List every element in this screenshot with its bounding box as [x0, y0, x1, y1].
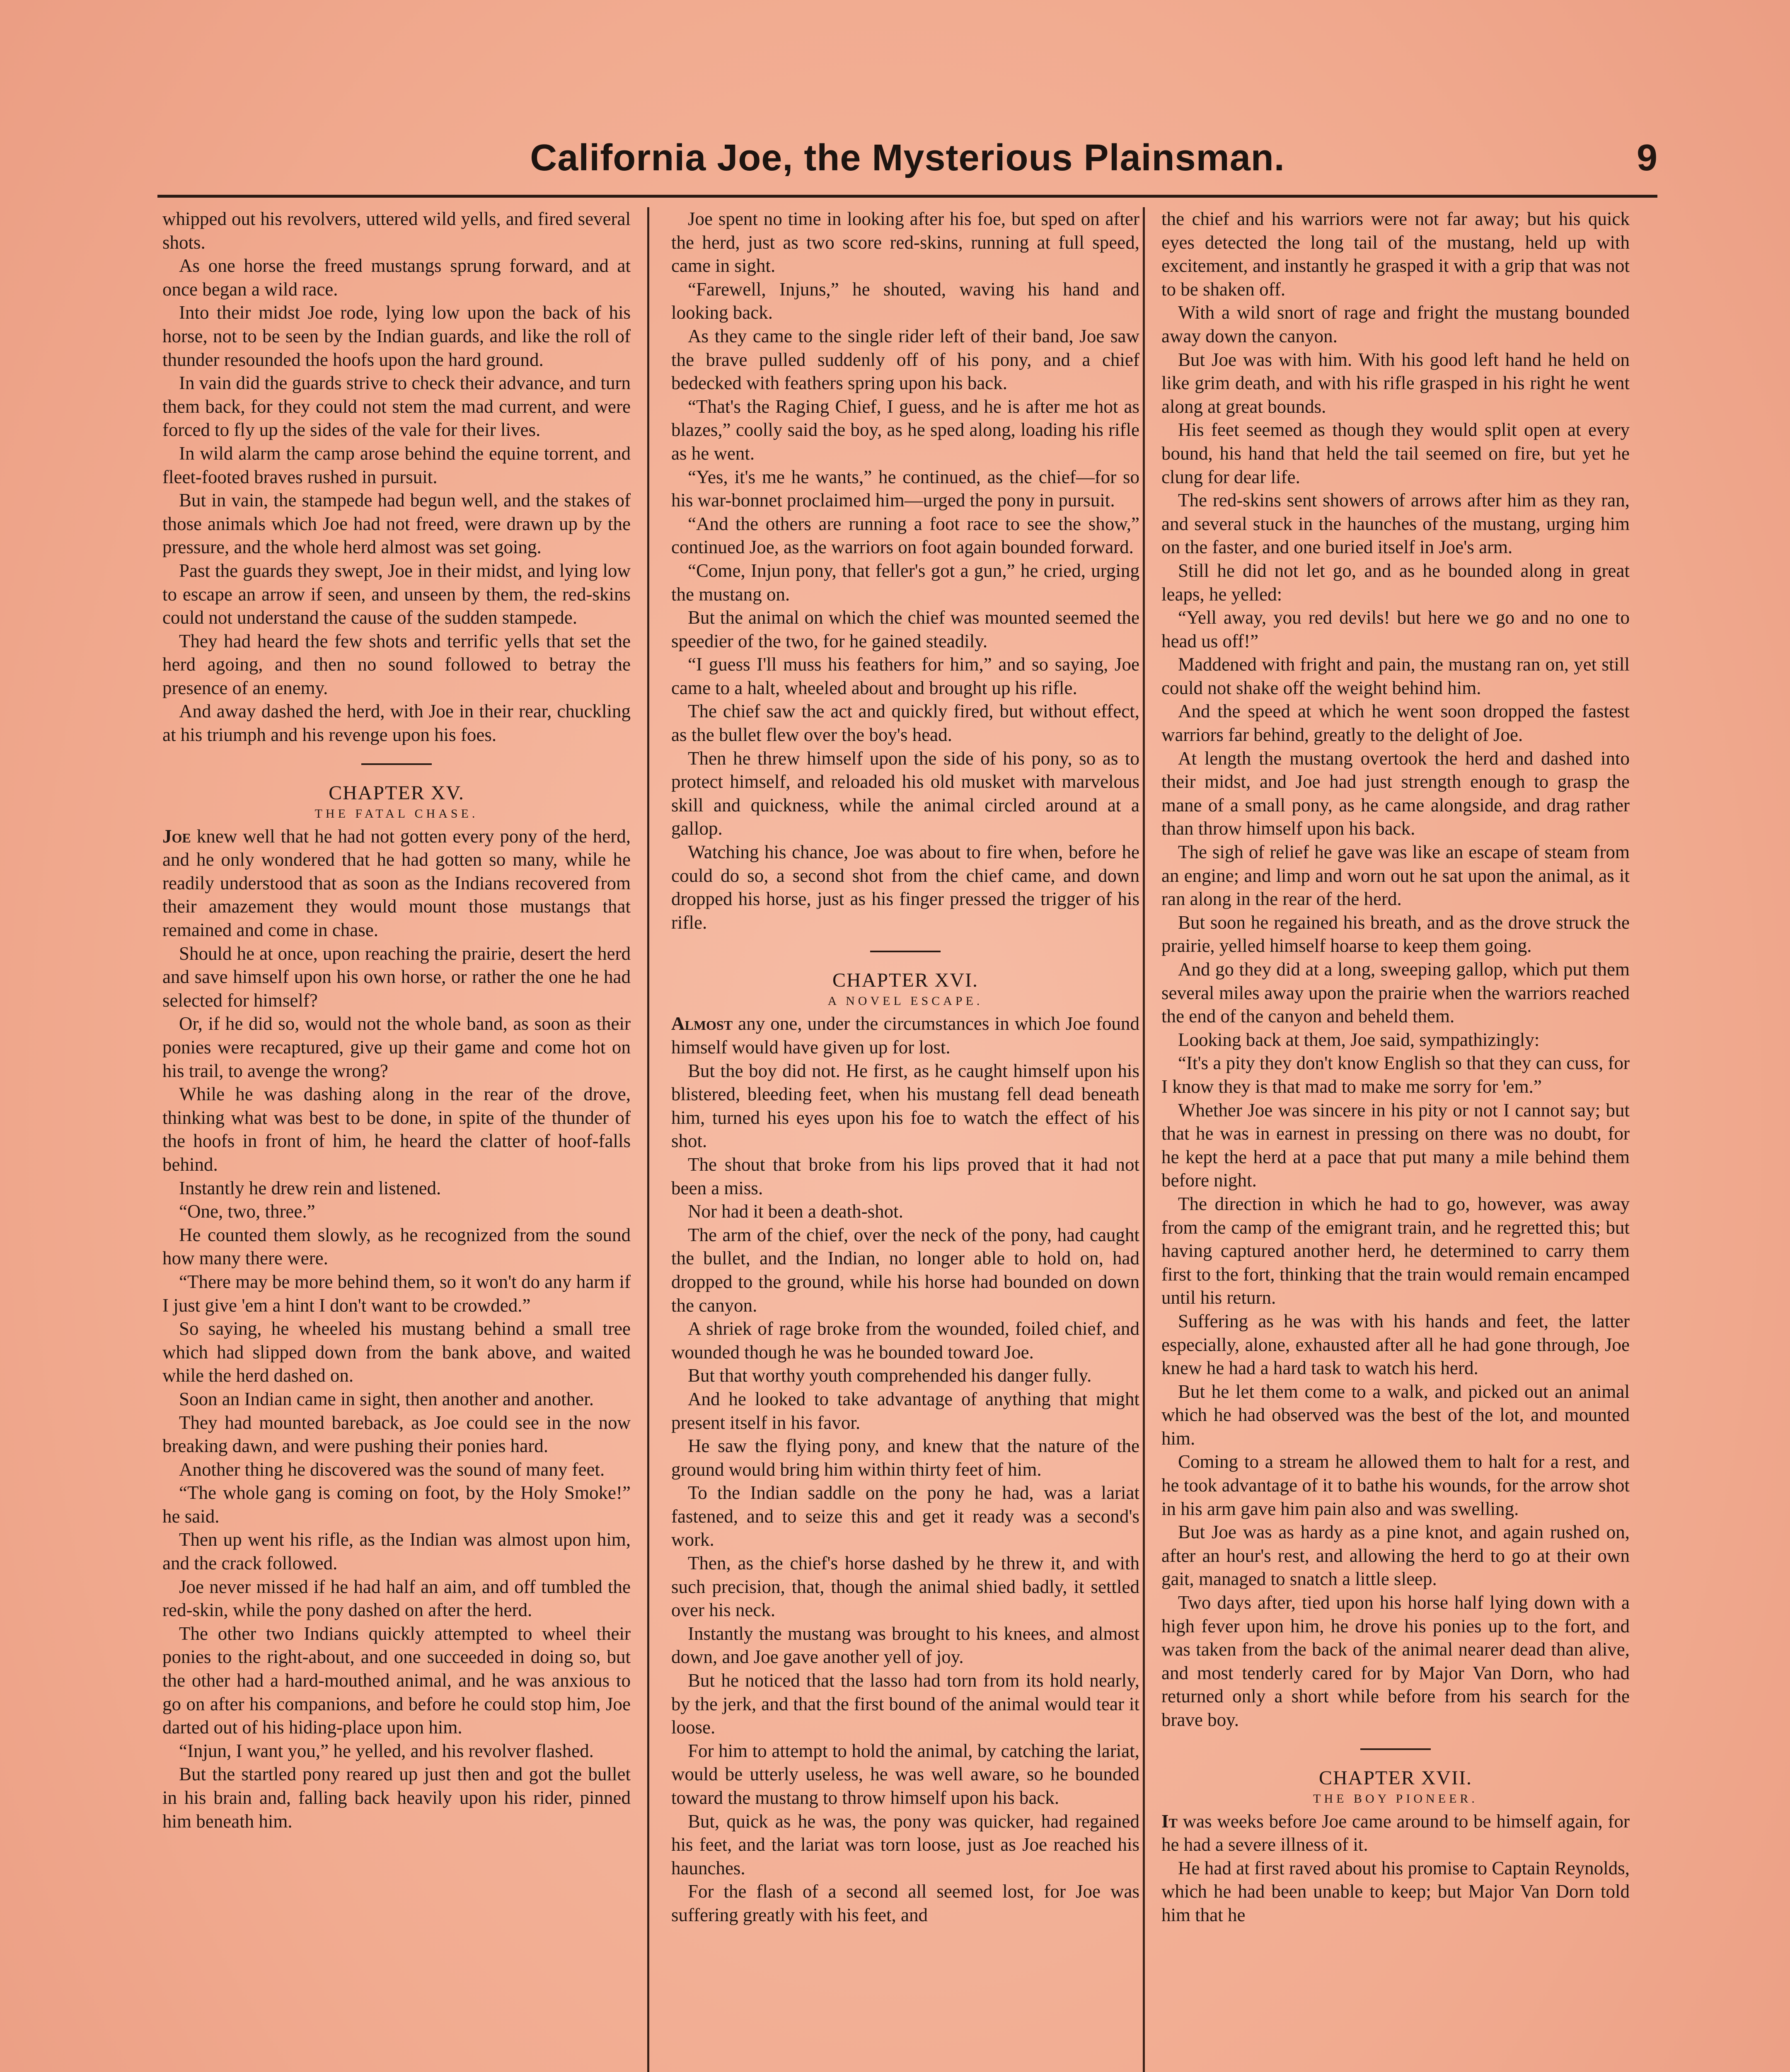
body-paragraph: Or, if he did so, would not the whole band, as soon as their ponies were recaptured, give up their game and come hot on his trail, to avenge the wrong? — [162, 1013, 631, 1081]
chapter-opening-paragraph — [162, 825, 631, 942]
body-paragraph: As one horse the freed mustangs sprung forward, and at once began a wild race. — [162, 255, 631, 300]
body-paragraph: But the animal on which the chief was mounted seemed the speedier of the two, for he gained steadily. — [671, 607, 1139, 651]
chapter-separator — [1360, 1748, 1431, 1750]
body-paragraph: Joe never missed if he had half an aim, and off tumbled the red-skin, while the pony dashed on after the herd. — [162, 1576, 631, 1621]
body-paragraph: And away dashed the herd, with Joe in their rear, chuckling at his triumph and his revenge upon his foes. — [162, 701, 631, 746]
column-divider — [1143, 207, 1145, 2072]
body-paragraph: “I guess I'll muss his feathers for him,” and so saying, Joe came to a halt, wheeled about and brought up his rifle. — [671, 654, 1139, 698]
body-paragraph: “Come, Injun pony, that feller's got a gun,” he cried, urging the mustang on. — [671, 560, 1139, 605]
chapter-opening-text: knew well that he had not gotten every pony of the herd, and he only wondered that he had gotten so many, while he readily understood that as soon as the Indians recovered from their amazement they would mount those mustangs that remained and come in chase. — [162, 825, 631, 941]
column-3-chapter-body — [1161, 1857, 1630, 1927]
chapter-separator — [870, 951, 941, 952]
body-paragraph: “One, two, three.” — [179, 1201, 315, 1222]
body-paragraph: “The whole gang is coming on foot, by the Holy Smoke!” he said. — [162, 1482, 631, 1527]
body-paragraph: But Joe was with him. With his good left hand he held on like grim death, and with his rifle grasped in his right he went along at great bounds. — [1161, 349, 1630, 417]
text-column-2 — [671, 207, 1139, 2072]
column-2-chapter-body — [671, 1059, 1139, 1927]
body-paragraph: “Injun, I want you,” he yelled, and his revolver flashed. — [179, 1740, 594, 1761]
body-paragraph: For him to attempt to hold the animal, by catching the lariat, would be utterly useless, he was well aware, so he bounded toward the mustang to throw himself upon his back. — [671, 1740, 1139, 1808]
body-paragraph: “And the others are running a foot race to see the show,” continued Joe, as the warriors on foot again bounded forward. — [671, 513, 1139, 558]
text-column-3 — [1161, 207, 1630, 2072]
body-paragraph: Then, as the chief's horse dashed by he threw it, and with such precision, that, though the animal shied badly, it settled over his neck. — [671, 1553, 1139, 1621]
body-paragraph: He saw the flying pony, and knew that the nature of the ground would bring him within thirty feet of him. — [671, 1435, 1139, 1480]
column-3-body — [1161, 207, 1630, 1732]
body-paragraph: And he looked to take advantage of anything that might present itself in his favor. — [671, 1388, 1139, 1433]
chapter-subtitle: A NOVEL ESCAPE. — [827, 994, 983, 1008]
body-paragraph: Whether Joe was sincere in his pity or not I cannot say; but that he was in earnest in pressing on there was no doubt, for he kept the herd at a pace that put many a mile behind them before night. — [1161, 1099, 1630, 1191]
body-paragraph: His feet seemed as though they would split open at every bound, his hand that held the tail seemed on fire, but yet he clung for dear life. — [1161, 419, 1630, 487]
body-paragraph: But that worthy youth comprehended his danger fully. — [688, 1365, 1092, 1386]
body-paragraph: Joe spent no time in looking after his foe, but sped on after the herd, just as two score red-skins, running at full speed, came in sight. — [671, 208, 1139, 276]
running-title: California Joe, the Mysterious Plainsman. — [530, 137, 1285, 179]
body-paragraph: They had mounted bareback, as Joe could see in the now breaking dawn, and were pushing their ponies hard. — [162, 1412, 631, 1457]
chapter-lead-word: Almost — [671, 1013, 733, 1034]
body-paragraph: Suffering as he was with his hands and feet, the latter especially, alone, exhausted after all he had gone through, Joe knew he had a hard task to watch his herd. — [1161, 1310, 1630, 1379]
body-paragraph: But he noticed that the lasso had torn from its hold nearly, by the jerk, and that the first bound of the animal would tear it loose. — [671, 1670, 1139, 1738]
body-paragraph: In wild alarm the camp arose behind the equine torrent, and fleet-footed braves rushed in pursuit. — [162, 443, 631, 487]
body-paragraph: Looking back at them, Joe said, sympathizingly: — [1178, 1029, 1540, 1050]
column-2-body — [671, 207, 1139, 934]
chapter-heading: CHAPTER XVI. — [832, 969, 978, 992]
column-1-body — [162, 207, 631, 747]
body-paragraph: But he let them come to a walk, and picked out an animal which he had observed was the best of the lot, and mounted him. — [1161, 1381, 1630, 1449]
body-paragraph: For the flash of a second all seemed lost, for Joe was suffering greatly with his feet, and — [671, 1881, 1139, 1925]
body-paragraph: Nor had it been a death-shot. — [688, 1201, 903, 1222]
body-paragraph: He had at first raved about his promise to Captain Reynolds, which he had been unable to keep; but Major Van Dorn told him that he — [1161, 1857, 1630, 1925]
body-paragraph: But the startled pony reared up just then and got the bullet in his brain and, falling back heavily upon his rider, pinned him beneath him. — [162, 1764, 631, 1832]
body-paragraph: The other two Indians quickly attempted to wheel their ponies to the right-about, and one succeeded in doing so, but the other had a hard-mouthed animal, and he was anxious to go on after his companions, and before he could stop him, Joe darted out of his hiding-place upon him. — [162, 1623, 631, 1738]
body-paragraph: But the boy did not. He first, as he caught himself upon his blistered, bleeding feet, when his mustang fell dead beneath him, turned his eyes upon his foe to watch the effect of his shot. — [671, 1060, 1139, 1152]
column-divider — [647, 207, 649, 2072]
chapter-subtitle: THE FATAL CHASE. — [314, 806, 479, 821]
body-paragraph: Still he did not let go, and as he bounded along in great leaps, he yelled: — [1161, 560, 1630, 605]
body-paragraph: But, quick as he was, the pony was quicker, had regained his feet, and the lariat was torn loose, just as Joe reached his haunches. — [671, 1811, 1139, 1878]
body-paragraph: They had heard the few shots and terrific yells that set the herd agoing, and then no sound followed to betray the presence of an enemy. — [162, 630, 631, 698]
body-paragraph: “Yell away, you red devils! but here we go and no one to head us off!” — [1161, 607, 1630, 651]
body-paragraph: Instantly he drew rein and listened. — [179, 1177, 441, 1198]
body-paragraph: In vain did the guards strive to check their advance, and turn them back, for they could not stem the mad current, and were forced to fly up the sides of the vale for their lives. — [162, 373, 631, 441]
chapter-separator — [361, 763, 432, 765]
body-paragraph: “Yes, it's me he wants,” he continued, as the chief—for so his war-bonnet proclaimed him—urged the pony in pursuit. — [671, 466, 1139, 511]
body-paragraph: And the speed at which he went soon dropped the fastest warriors far behind, greatly to the delight of Joe. — [1161, 701, 1630, 746]
body-paragraph: But in vain, the stampede had begun well, and the stakes of those animals which Joe had not freed, were drawn up by the pressure, and the whole herd almost was set going. — [162, 490, 631, 558]
body-paragraph: whipped out his revolvers, uttered wild yells, and fired several shots. — [162, 208, 631, 253]
body-paragraph: But Joe was as hardy as a pine knot, and again rushed on, after an hour's rest, and allowing the herd to go at their own gait, managed to snatch a little sleep. — [1161, 1522, 1630, 1590]
text-column-1 — [162, 207, 631, 2072]
header-rule — [157, 195, 1657, 198]
body-paragraph: With a wild snort of rage and fright the mustang bounded away down the canyon. — [1161, 302, 1630, 346]
body-paragraph: Soon an Indian came in sight, then another and another. — [179, 1388, 594, 1409]
chapter-opening-paragraph — [1161, 1810, 1630, 1857]
body-paragraph: Watching his chance, Joe was about to fire when, before he could do so, a second shot from the chief came, and down dropped his horse, just as his finger pressed the trigger of his rifle. — [671, 842, 1139, 933]
body-paragraph: Coming to a stream he allowed them to halt for a rest, and he took advantage of it to bathe his wounds, for the arrow shot in his arm gave him pain also and was swelling. — [1161, 1451, 1630, 1519]
body-paragraph: To the Indian saddle on the pony he had, was a lariat fastened, and to seize this and get it ready was a second's work. — [671, 1482, 1139, 1550]
body-paragraph: A shriek of rage broke from the wounded, foiled chief, and wounded though he was he bounded toward Joe. — [671, 1318, 1139, 1363]
body-paragraph: While he was dashing along in the rear of the drove, thinking what was best to be done, in spite of the thunder of the hoofs in front of him, he heard the clatter of hoof-falls behind. — [162, 1084, 631, 1175]
body-paragraph: “It's a pity they don't know English so that they can cuss, for I know they is that mad to make me sorry for 'em.” — [1161, 1053, 1630, 1097]
body-paragraph: Into their midst Joe rode, lying low upon the back of his horse, not to be seen by the Indian guards, and like the roll of thunder resounded the hoofs upon the hard ground. — [162, 302, 631, 370]
chapter-heading: CHAPTER XV. — [329, 782, 464, 804]
chapter-subtitle: THE BOY PIONEER. — [1313, 1791, 1478, 1806]
body-paragraph: Two days after, tied upon his horse half lying down with a high fever upon him, he drove his ponies up to the fort, and was taken from the back of the animal nearer dead than alive, and most tenderly cared for by Major Van Dorn, who had returned only a short while before from his search for the brave boy. — [1161, 1592, 1630, 1730]
body-paragraph: “Farewell, Injuns,” he shouted, waving his hand and looking back. — [671, 278, 1139, 323]
body-paragraph: Past the guards they swept, Joe in their midst, and lying low to escape an arrow if seen, and unseen by them, the red-skins could not understand the cause of the sudden stampede. — [162, 560, 631, 628]
body-paragraph: Should he at once, upon reaching the prairie, desert the herd and save himself upon his own horse, or rather the one he had selected for himself? — [162, 943, 631, 1011]
body-paragraph: So saying, he wheeled his mustang behind a small tree which had slipped down from the bank above, and waited while the herd dashed on. — [162, 1318, 631, 1386]
body-paragraph: Then up went his rifle, as the Indian was almost upon him, and the crack followed. — [162, 1529, 631, 1574]
page-number: 9 — [1636, 137, 1657, 179]
chapter-opening-text: was weeks before Joe came around to be himself again, for he had a severe illness of it. — [1161, 1811, 1630, 1855]
body-paragraph: At length the mustang overtook the herd and dashed into their midst, and Joe had just strength enough to grasp the mane of a small pony, as he came alongside, and drag rather than throw himself upon his back. — [1161, 748, 1630, 839]
body-paragraph: The sigh of relief he gave was like an escape of steam from an engine; and limp and worn out he sat upon the animal, as it ran along in the rear of the herd. — [1161, 842, 1630, 910]
chapter-heading: CHAPTER XVII. — [1319, 1767, 1472, 1789]
chapter-opening-text: any one, under the circumstances in which Joe found himself would have given up for lost. — [671, 1013, 1139, 1058]
body-paragraph: The chief saw the act and quickly fired, but without effect, as the bullet flew over the boy's head. — [671, 701, 1139, 746]
body-paragraph: But soon he regained his breath, and as the drove struck the prairie, yelled himself hoarse to keep them going. — [1161, 912, 1630, 956]
chapter-lead-word: It — [1161, 1811, 1178, 1832]
chapter-lead-word: Joe — [162, 825, 191, 847]
body-paragraph: And go they did at a long, sweeping gallop, which put them several miles away upon the prairie when the warriors reached the end of the canyon and beheld them. — [1161, 959, 1630, 1027]
body-paragraph: Instantly the mustang was brought to his knees, and almost down, and Joe gave another yell of joy. — [671, 1623, 1139, 1668]
body-paragraph: “That's the Raging Chief, I guess, and he is after me hot as blazes,” coolly said the boy, as he sped along, loading his rifle as he went. — [671, 396, 1139, 464]
body-paragraph: The direction in which he had to go, however, was away from the camp of the emigrant train, and he regretted this; but having captured another herd, he determined to carry them first to the fort, thinking that the train would remain encamped until his return. — [1161, 1193, 1630, 1308]
body-paragraph: “There may be more behind them, so it won't do any harm if I just give 'em a hint I don't want to be crowded.” — [162, 1271, 631, 1316]
body-paragraph: As they came to the single rider left of their band, Joe saw the brave pulled suddenly off of his pony, and a chief bedecked with feathers spring upon his back. — [671, 325, 1139, 394]
body-paragraph: Another thing he discovered was the sound of many feet. — [179, 1459, 605, 1480]
body-paragraph: Maddened with fright and pain, the mustang ran on, yet still could not shake off the weight behind him. — [1161, 654, 1630, 698]
body-paragraph: The shout that broke from his lips proved that it had not been a miss. — [671, 1154, 1139, 1198]
body-paragraph: the chief and his warriors were not far away; but his quick eyes detected the long tail of the mustang, held up with excitement, and instantly he grasped it with a grip that was not to be shaken off. — [1161, 208, 1630, 300]
column-1-chapter-body — [162, 942, 631, 1833]
body-paragraph: The red-skins sent showers of arrows after him as they ran, and several stuck in the haunches of the mustang, urging him on the faster, and one buried itself in Joe's arm. — [1161, 490, 1630, 558]
page-header — [157, 137, 1657, 199]
chapter-opening-paragraph — [671, 1012, 1139, 1059]
body-paragraph: Then he threw himself upon the side of his pony, so as to protect himself, and reloaded his old musket with marvelous skill and quickness, while the animal circled around at a gallop. — [671, 748, 1139, 839]
body-paragraph: He counted them slowly, as he recognized from the sound how many there were. — [162, 1224, 631, 1269]
body-paragraph: The arm of the chief, over the neck of the pony, had caught the bullet, and the Indian, no longer able to hold on, had dropped to the ground, while his horse had bounded on down the canyon. — [671, 1224, 1139, 1316]
